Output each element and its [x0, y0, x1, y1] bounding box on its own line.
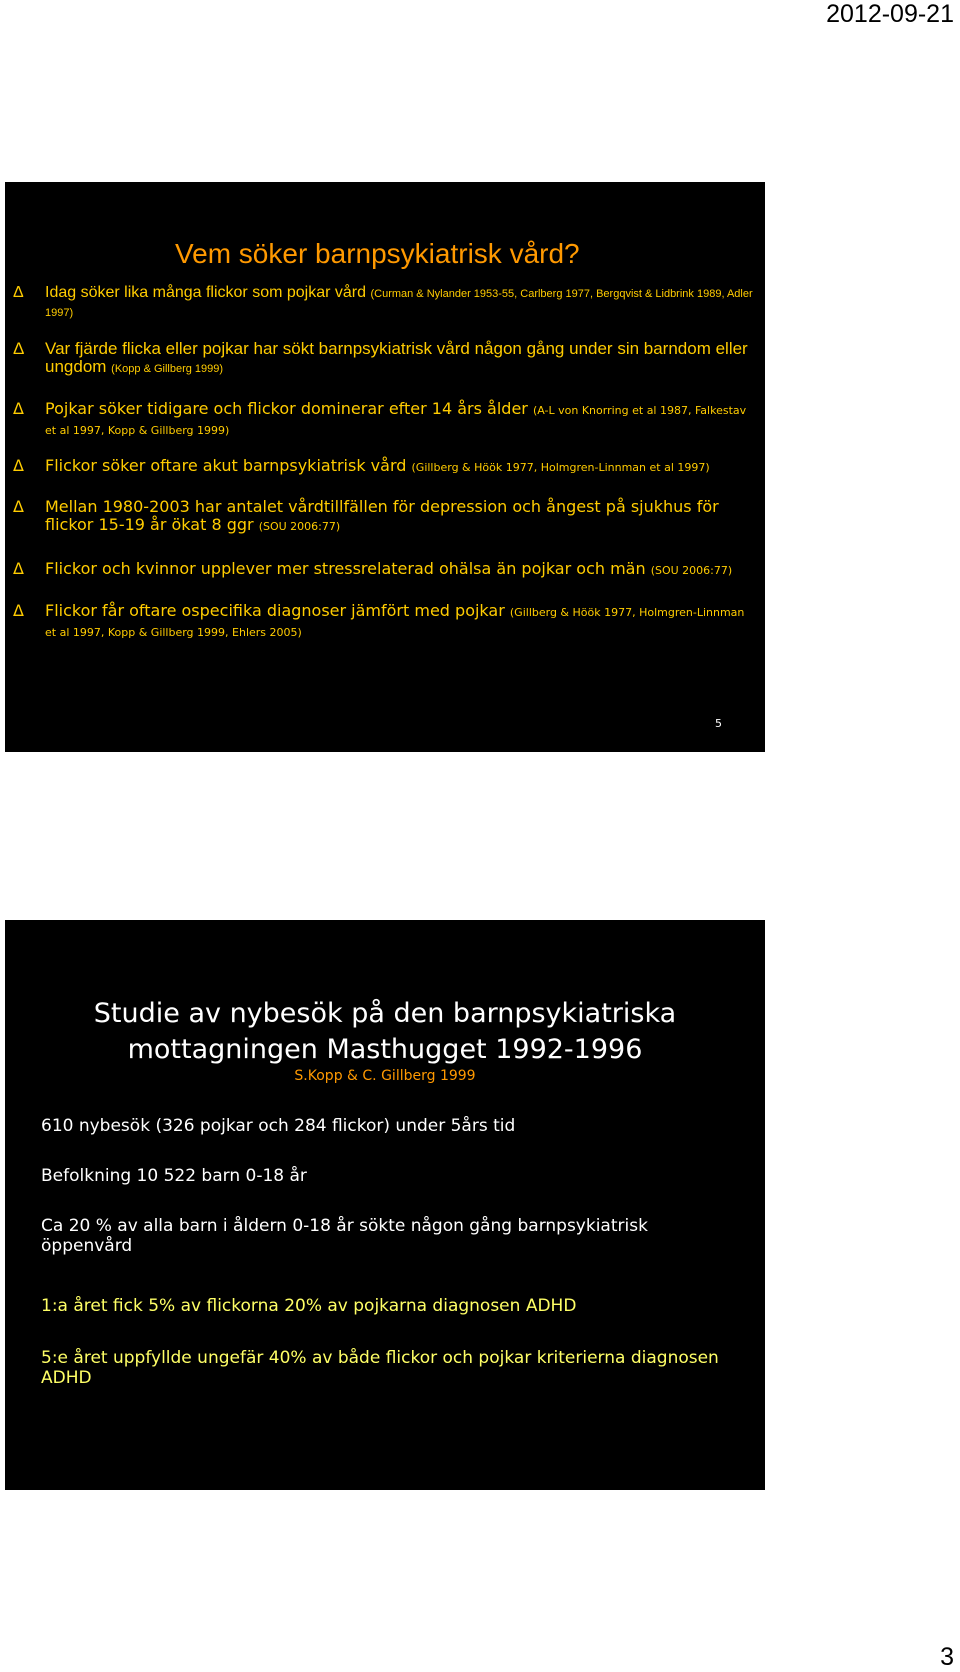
slide-2-title-line-1: Studie av nybesök på den barnpsykiatriska: [93, 998, 677, 1029]
bullet-text: Pojkar söker tidigare och flickor dominerar efter 14 års ålder: [45, 399, 533, 418]
bullet-item: [13, 457, 758, 477]
slide-2-line: Ca 20 % av alla barn i åldern 0-18 år sökte någon gång barnpsykiatrisk öppenvård: [41, 1216, 648, 1256]
bullet-reference: (A-L von Knorring et al 1987, Falkestav et al 1997, Kopp & Gillberg 1999): [45, 404, 747, 437]
delta-bullet-icon: Δ: [13, 339, 25, 358]
bullet-text: Var fjärde flicka eller pojkar har sökt barnpsykiatrisk vård någon gång under sin barndom eller ungdom: [45, 339, 748, 376]
bullet-reference: (Gillberg & Höök 1977, Holmgren-Linnman et al 1997): [411, 461, 710, 474]
delta-bullet-icon: Δ: [13, 399, 24, 418]
bullet-item: [13, 498, 758, 536]
page-number: 3: [940, 1643, 954, 1671]
slide-2-line: 5:e året uppfyllde ungefär 40% av både flickor och pojkar kriterierna diagnosen ADHD: [41, 1348, 719, 1388]
bullet-item: [13, 560, 758, 580]
bullet-item: [13, 400, 758, 440]
delta-bullet-icon: Δ: [13, 456, 24, 475]
delta-bullet-icon: Δ: [13, 497, 24, 516]
bullet-text: Idag söker lika många flickor som pojkar vård: [45, 284, 371, 301]
slide-2-title: [5, 996, 765, 1068]
bullet-item: [13, 340, 758, 378]
bullet-item: [13, 284, 758, 322]
bullet-text: Mellan 1980-2003 har antalet vårdtillfällen för depression och ångest på sjukhus för flickor 15-19 år ökat 8 ggr: [45, 497, 719, 534]
slide-number: 5: [715, 717, 722, 730]
bullet-reference: (Gillberg & Höök 1977, Holmgren-Linnman et al 1997, Kopp & Gillberg 1999, Ehlers 2005): [45, 606, 745, 639]
bullet-reference: (SOU 2006:77): [258, 520, 341, 533]
delta-bullet-icon: Δ: [13, 284, 24, 301]
bullet-reference: (Kopp & Gillberg 1999): [111, 363, 224, 375]
bullet-item: [13, 602, 758, 642]
delta-bullet-icon: Δ: [13, 601, 24, 620]
delta-bullet-icon: Δ: [13, 559, 24, 578]
page-date: 2012-09-21: [826, 0, 954, 28]
bullet-reference: (SOU 2006:77): [650, 564, 733, 577]
bullet-text: Flickor och kvinnor upplever mer stressrelaterad ohälsa än pojkar och män: [45, 559, 651, 578]
slide-2-subtitle: S.Kopp & C. Gillberg 1999: [294, 1068, 476, 1084]
bullet-text: Flickor söker oftare akut barnpsykiatrisk vård: [45, 456, 412, 475]
slide-2-line: 610 nybesök (326 pojkar och 284 flickor) under 5års tid: [41, 1116, 516, 1136]
slide-2-title-line-2: mottagningen Masthugget 1992-1996: [127, 1034, 643, 1065]
bullet-reference: (Curman & Nylander 1953-55, Carlberg 1977, Bergqvist & Lidbrink 1989, Adler 1997): [45, 288, 753, 319]
bullet-text: Flickor får oftare ospecifika diagnoser jämfört med pojkar: [45, 601, 510, 620]
slide-2: [5, 920, 765, 1490]
slide-1-title: Vem söker barnpsykiatrisk vård?: [175, 238, 580, 269]
slide-1: [5, 182, 765, 752]
slide-2-line: Befolkning 10 522 barn 0-18 år: [41, 1166, 307, 1186]
slide-2-line: 1:a året fick 5% av flickorna 20% av pojkarna diagnosen ADHD: [41, 1296, 577, 1316]
